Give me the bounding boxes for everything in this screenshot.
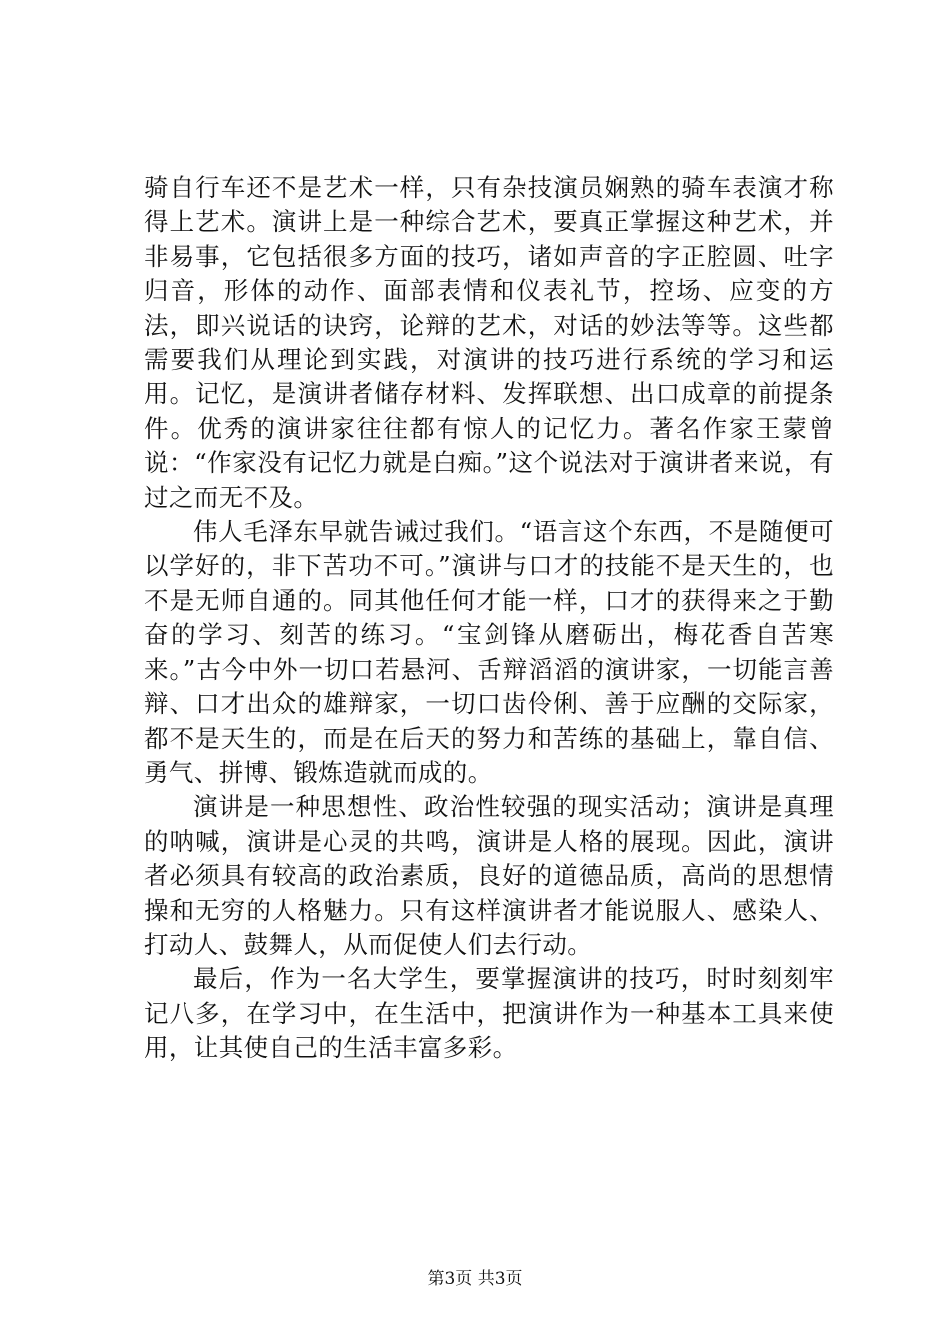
page-number: 第3页 共3页 xyxy=(427,1269,523,1289)
body-text xyxy=(144,171,834,1066)
paragraph-1: 骑自行车还不是艺术一样，只有杂技演员娴熟的骑车表演才称得上艺术。演讲上是一种综合艺术，要真正掌握这种艺术，并非易事，它包括很多方面的技巧，诸如声音的字正腔圆、吐字归音，形体的动作、面部表情和仪表礼节，控场、应变的方法，即兴说话的诀窍，论辩的艺术，对话的妙法等等。这些都需要我们从理论到实践，对演讲的技巧进行系统的学习和运用。记忆，是演讲者储存材料、发挥联想、出口成章的前提条件。优秀的演讲家往往都有惊人的记忆力。著名作家王蒙曾说：“作家没有记忆力就是白痴。”这个说法对于演讲者来说，有过之而无不及。 xyxy=(144,173,834,512)
paragraph-4: 最后，作为一名大学生，要掌握演讲的技巧，时时刻刻牢记八多，在学习中，在生活中，把演讲作为一种基本工具来使用，让其使自己的生活丰富多彩。 xyxy=(144,964,834,1063)
paragraph-3: 演讲是一种思想性、政治性较强的现实活动；演讲是真理的呐喊，演讲是心灵的共鸣，演讲是人格的展现。因此，演讲者必须具有较高的政治素质，良好的道德品质，高尚的思想情操和无穷的人格魅力。只有这样演讲者才能说服人、感染人、打动人、鼓舞人，从而促使人们去行动。 xyxy=(144,792,834,959)
paragraph-2: 伟人毛泽东早就告诫过我们。“语言这个东西，不是随便可以学好的，非下苦功不可。”演讲与口才的技能不是天生的，也不是无师自通的。同其他任何才能一样，口才的获得来之于勤奋的学习、刻苦的练习。“宝剑锋从磨砺出，梅花香自苦寒来。”古今中外一切口若悬河、舌辩滔滔的演讲家，一切能言善辩、口才出众的雄辩家，一切口齿伶俐、善于应酬的交际家，都不是天生的，而是在后天的努力和苦练的基础上，靠自信、勇气、拼博、锻炼造就而成的。 xyxy=(144,517,834,787)
page-footer xyxy=(0,1268,950,1290)
